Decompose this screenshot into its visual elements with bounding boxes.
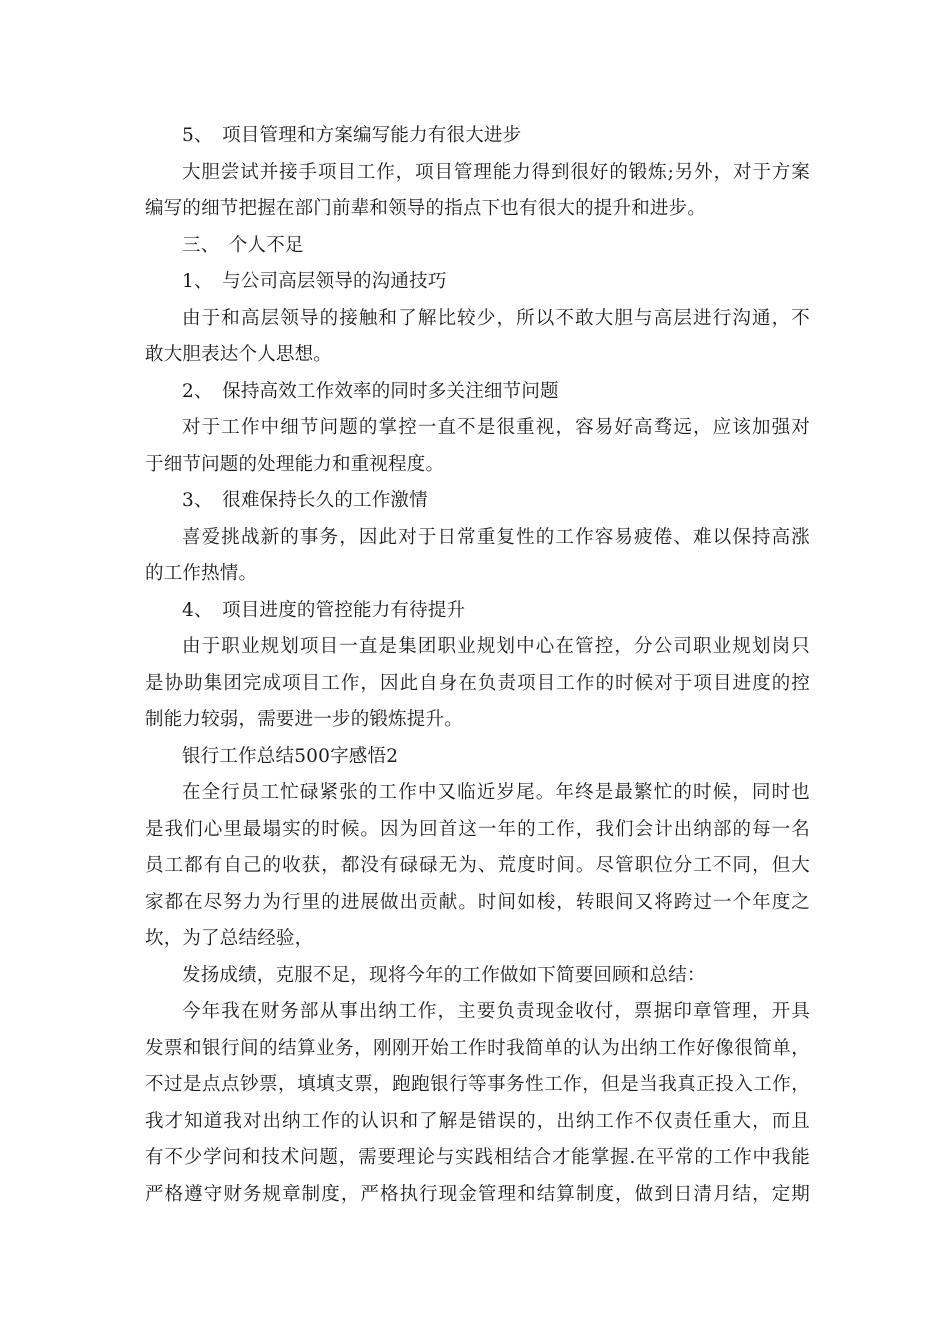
text-line: 在全行员工忙碌紧张的工作中又临近岁尾。年终是最繁忙的时候，同时也 [182, 782, 810, 803]
text-line: 银行工作总结500字感悟2 [182, 745, 399, 767]
text-line: 严格遵守财务规章制度，严格执行现金管理和结算制度，做到日清月结，定期 [145, 1183, 810, 1205]
text-line: 今年我在财务部从事出纳工作，主要负责现金收付，票据印章管理，开具 [182, 1001, 810, 1022]
text-line: 有不少学问和技术问题，需要理论与实践相结合才能掌握.在平常的工作中我能 [145, 1147, 810, 1168]
text-line: 喜爱挑战新的事务，因此对于日常重复性的工作容易疲倦、难以保持高涨 [182, 526, 810, 548]
text-line: 于细节问题的处理能力和重视程度。 [145, 453, 445, 475]
text-line: 发票和银行间的结算业务，刚刚开始工作时我简单的认为出纳工作好像很简单， [145, 1037, 810, 1059]
text-line: 编写的细节把握在部门前辈和领导的指点下也有很大的提升和进步。 [145, 198, 707, 219]
text-line: 敢大胆表达个人思想。 [145, 344, 333, 365]
text-line: 我才知道我对出纳工作的认识和了解是错误的，出纳工作不仅责任重大，而且 [145, 1110, 810, 1132]
text-line: 不过是点点钞票，填填支票，跑跑银行等事务性工作，但是当我真正投入工作， [145, 1074, 810, 1095]
text-line: 由于和高层领导的接触和了解比较少，所以不敢大胆与高层进行沟通，不 [182, 307, 810, 329]
text-line: 的工作热情。 [145, 563, 258, 584]
text-line: 3、 很难保持长久的工作激情 [182, 490, 428, 511]
text-line: 5、 项目管理和方案编写能力有很大进步 [182, 125, 522, 146]
text-line: 是协助集团完成项目工作，因此自身在负责项目工作的时候对于项目进度的控 [145, 672, 810, 694]
text-line: 发扬成绩，克服不足，现将今年的工作做如下简要回顾和总结： [182, 964, 706, 986]
text-line: 坎，为了总结经验， [145, 928, 314, 949]
text-line: 4、 项目进度的管控能力有待提升 [182, 599, 466, 621]
document-body [145, 118, 810, 1213]
text-line: 是我们心里最塌实的时候。因为回首这一年的工作，我们会计出纳部的每一名 [145, 818, 810, 840]
text-line: 员工都有自己的收获，都没有碌碌无为、荒度时间。尽管职位分工不同，但大 [145, 855, 810, 876]
text-line: 制能力较弱，需要进一步的锻炼提升。 [145, 709, 463, 730]
text-line: 对于工作中细节问题的掌控一直不是很重视，容易好高骛远，应该加强对 [182, 417, 810, 438]
text-line: 大胆尝试并接手项目工作，项目管理能力得到很好的锻炼;另外，对于方案 [182, 161, 810, 183]
text-line: 2、 保持高效工作效率的同时多关注细节问题 [182, 380, 559, 402]
text-line: 由于职业规划项目一直是集团职业规划中心在管控，分公司职业规划岗只 [182, 636, 810, 657]
text-line: 家都在尽努力为行里的进展做出贡献。时间如梭，转眼间又将跨过一个年度之 [145, 891, 810, 913]
text-line: 1、 与公司高层领导的沟通技巧 [182, 271, 447, 292]
text-line: 三、 个人不足 [182, 234, 304, 256]
